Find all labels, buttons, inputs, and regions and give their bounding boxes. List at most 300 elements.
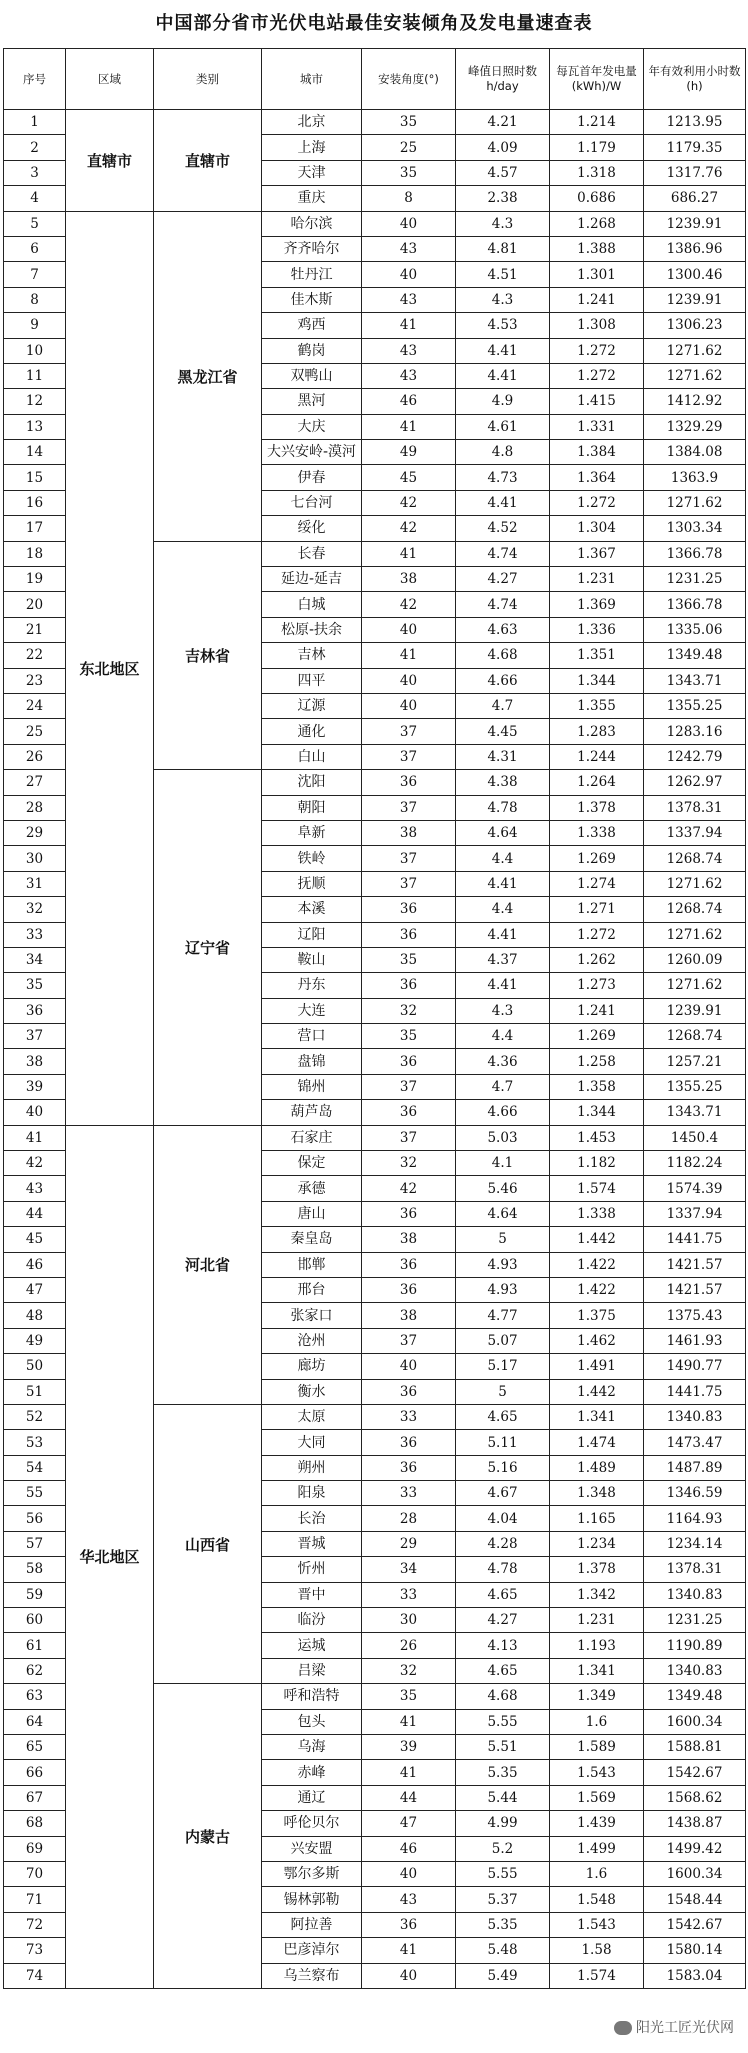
cell-peak-hours: 4.81	[456, 236, 550, 261]
col-header-annual-hours: 年有效利用小时数(h)	[644, 49, 746, 110]
cell-peak-hours: 4.68	[456, 643, 550, 668]
cell-peak-hours: 4.7	[456, 1074, 550, 1099]
cell-angle: 33	[362, 1481, 456, 1506]
cell-peak-hours: 4.41	[456, 490, 550, 515]
cell-angle: 42	[362, 516, 456, 541]
cell-category: 内蒙古	[154, 1684, 262, 1989]
cell-yield: 1.182	[550, 1151, 644, 1176]
cell-annual-hours: 1450.4	[644, 1125, 746, 1150]
cell-index: 63	[4, 1684, 66, 1709]
col-header-index: 序号	[4, 49, 66, 110]
cell-index: 12	[4, 389, 66, 414]
col-header-region: 区域	[66, 49, 154, 110]
cell-city: 铁岭	[262, 846, 362, 871]
cell-peak-hours: 4.3	[456, 287, 550, 312]
cell-annual-hours: 1271.62	[644, 338, 746, 363]
cell-city: 阳泉	[262, 1481, 362, 1506]
cell-peak-hours: 4.28	[456, 1531, 550, 1556]
cell-angle: 45	[362, 465, 456, 490]
cell-yield: 1.271	[550, 897, 644, 922]
cell-annual-hours: 1499.42	[644, 1836, 746, 1861]
cell-angle: 35	[362, 160, 456, 185]
cell-angle: 47	[362, 1811, 456, 1836]
cell-peak-hours: 4.41	[456, 338, 550, 363]
cell-city: 长治	[262, 1506, 362, 1531]
cell-peak-hours: 4.65	[456, 1404, 550, 1429]
cell-yield: 1.378	[550, 1557, 644, 1582]
cell-annual-hours: 1317.76	[644, 160, 746, 185]
cell-angle: 32	[362, 1151, 456, 1176]
cell-index: 31	[4, 871, 66, 896]
cell-angle: 37	[362, 744, 456, 769]
cell-annual-hours: 1182.24	[644, 1151, 746, 1176]
cell-city: 张家口	[262, 1303, 362, 1328]
cell-yield: 1.439	[550, 1811, 644, 1836]
cell-index: 24	[4, 693, 66, 718]
cell-angle: 35	[362, 110, 456, 135]
cell-peak-hours: 4.09	[456, 135, 550, 160]
wechat-icon	[614, 2021, 632, 2035]
cell-index: 71	[4, 1887, 66, 1912]
cell-peak-hours: 4.13	[456, 1633, 550, 1658]
cell-annual-hours: 1441.75	[644, 1379, 746, 1404]
cell-yield: 1.569	[550, 1785, 644, 1810]
cell-city: 运城	[262, 1633, 362, 1658]
cell-city: 延边-延吉	[262, 567, 362, 592]
cell-city: 七台河	[262, 490, 362, 515]
cell-index: 64	[4, 1709, 66, 1734]
cell-index: 21	[4, 617, 66, 642]
cell-peak-hours: 4.61	[456, 414, 550, 439]
cell-index: 61	[4, 1633, 66, 1658]
cell-yield: 1.272	[550, 363, 644, 388]
cell-city: 黑河	[262, 389, 362, 414]
cell-index: 15	[4, 465, 66, 490]
cell-peak-hours: 5.44	[456, 1785, 550, 1810]
cell-peak-hours: 4.7	[456, 693, 550, 718]
cell-index: 34	[4, 947, 66, 972]
cell-region: 华北地区	[66, 1125, 154, 1988]
cell-index: 7	[4, 262, 66, 287]
cell-peak-hours: 4.65	[456, 1658, 550, 1683]
cell-city: 吉林	[262, 643, 362, 668]
cell-peak-hours: 4.74	[456, 592, 550, 617]
cell-annual-hours: 1337.94	[644, 820, 746, 845]
cell-peak-hours: 4.4	[456, 1024, 550, 1049]
cell-annual-hours: 1335.06	[644, 617, 746, 642]
cell-index: 40	[4, 1100, 66, 1125]
cell-city: 葫芦岛	[262, 1100, 362, 1125]
cell-angle: 44	[362, 1785, 456, 1810]
cell-index: 20	[4, 592, 66, 617]
cell-city: 大连	[262, 998, 362, 1023]
cell-index: 56	[4, 1506, 66, 1531]
cell-city: 晋中	[262, 1582, 362, 1607]
cell-index: 65	[4, 1735, 66, 1760]
cell-angle: 26	[362, 1633, 456, 1658]
cell-city: 营口	[262, 1024, 362, 1049]
cell-index: 19	[4, 567, 66, 592]
cell-yield: 1.548	[550, 1887, 644, 1912]
cell-peak-hours: 4.38	[456, 770, 550, 795]
cell-city: 鸡西	[262, 313, 362, 338]
cell-yield: 1.231	[550, 1608, 644, 1633]
cell-city: 通辽	[262, 1785, 362, 1810]
cell-annual-hours: 1179.35	[644, 135, 746, 160]
cell-city: 沧州	[262, 1328, 362, 1353]
cell-angle: 43	[362, 287, 456, 312]
cell-yield: 1.274	[550, 871, 644, 896]
cell-yield: 1.349	[550, 1684, 644, 1709]
cell-index: 33	[4, 922, 66, 947]
cell-city: 巴彦淖尔	[262, 1938, 362, 1963]
cell-city: 通化	[262, 719, 362, 744]
cell-angle: 46	[362, 1836, 456, 1861]
cell-city: 吕梁	[262, 1658, 362, 1683]
cell-yield: 1.574	[550, 1176, 644, 1201]
cell-city: 松原-扶余	[262, 617, 362, 642]
cell-yield: 1.272	[550, 922, 644, 947]
cell-annual-hours: 1190.89	[644, 1633, 746, 1658]
cell-annual-hours: 1421.57	[644, 1252, 746, 1277]
cell-yield: 1.543	[550, 1760, 644, 1785]
cell-annual-hours: 1337.94	[644, 1201, 746, 1226]
cell-city: 唐山	[262, 1201, 362, 1226]
cell-index: 54	[4, 1455, 66, 1480]
cell-index: 26	[4, 744, 66, 769]
cell-index: 25	[4, 719, 66, 744]
cell-yield: 1.318	[550, 160, 644, 185]
cell-annual-hours: 1548.44	[644, 1887, 746, 1912]
cell-annual-hours: 1300.46	[644, 262, 746, 287]
cell-index: 13	[4, 414, 66, 439]
cell-angle: 32	[362, 1658, 456, 1683]
cell-peak-hours: 4.52	[456, 516, 550, 541]
cell-index: 55	[4, 1481, 66, 1506]
cell-peak-hours: 4.41	[456, 922, 550, 947]
cell-city: 保定	[262, 1151, 362, 1176]
cell-yield: 1.264	[550, 770, 644, 795]
cell-yield: 1.358	[550, 1074, 644, 1099]
cell-index: 70	[4, 1861, 66, 1886]
cell-yield: 1.355	[550, 693, 644, 718]
cell-annual-hours: 1461.93	[644, 1328, 746, 1353]
cell-yield: 1.384	[550, 440, 644, 465]
cell-city: 衡水	[262, 1379, 362, 1404]
cell-annual-hours: 1257.21	[644, 1049, 746, 1074]
cell-index: 6	[4, 236, 66, 261]
cell-peak-hours: 5.51	[456, 1735, 550, 1760]
cell-annual-hours: 1600.34	[644, 1709, 746, 1734]
cell-peak-hours: 4.93	[456, 1252, 550, 1277]
cell-region: 东北地区	[66, 211, 154, 1125]
cell-yield: 1.341	[550, 1404, 644, 1429]
cell-angle: 37	[362, 1125, 456, 1150]
cell-city: 上海	[262, 135, 362, 160]
cell-yield: 1.543	[550, 1912, 644, 1937]
cell-yield: 1.214	[550, 110, 644, 135]
cell-peak-hours: 4.45	[456, 719, 550, 744]
cell-angle: 36	[362, 1912, 456, 1937]
table-row	[4, 211, 746, 236]
cell-angle: 43	[362, 363, 456, 388]
cell-index: 39	[4, 1074, 66, 1099]
cell-peak-hours: 4.73	[456, 465, 550, 490]
cell-annual-hours: 1378.31	[644, 795, 746, 820]
cell-peak-hours: 4.4	[456, 846, 550, 871]
cell-angle: 40	[362, 693, 456, 718]
cell-annual-hours: 1271.62	[644, 871, 746, 896]
cell-city: 抚顺	[262, 871, 362, 896]
cell-index: 36	[4, 998, 66, 1023]
cell-yield: 0.686	[550, 186, 644, 211]
cell-peak-hours: 4.27	[456, 567, 550, 592]
cell-peak-hours: 5.46	[456, 1176, 550, 1201]
cell-yield: 1.491	[550, 1354, 644, 1379]
cell-angle: 29	[362, 1531, 456, 1556]
cell-peak-hours: 4.66	[456, 1100, 550, 1125]
cell-peak-hours: 5	[456, 1227, 550, 1252]
cell-angle: 41	[362, 643, 456, 668]
cell-peak-hours: 4.74	[456, 541, 550, 566]
cell-peak-hours: 4.68	[456, 1684, 550, 1709]
cell-angle: 41	[362, 313, 456, 338]
cell-angle: 42	[362, 592, 456, 617]
cell-annual-hours: 1438.87	[644, 1811, 746, 1836]
cell-annual-hours: 1260.09	[644, 947, 746, 972]
cell-angle: 33	[362, 1404, 456, 1429]
cell-index: 18	[4, 541, 66, 566]
cell-annual-hours: 1303.34	[644, 516, 746, 541]
cell-city: 大兴安岭-漠河	[262, 440, 362, 465]
cell-index: 23	[4, 668, 66, 693]
cell-index: 4	[4, 186, 66, 211]
cell-index: 73	[4, 1938, 66, 1963]
cell-yield: 1.462	[550, 1328, 644, 1353]
cell-city: 本溪	[262, 897, 362, 922]
cell-yield: 1.422	[550, 1277, 644, 1302]
cell-angle: 42	[362, 1176, 456, 1201]
cell-peak-hours: 4.9	[456, 389, 550, 414]
cell-index: 29	[4, 820, 66, 845]
cell-angle: 40	[362, 211, 456, 236]
cell-angle: 34	[362, 1557, 456, 1582]
cell-yield: 1.351	[550, 643, 644, 668]
cell-annual-hours: 1375.43	[644, 1303, 746, 1328]
cell-index: 17	[4, 516, 66, 541]
cell-city: 北京	[262, 110, 362, 135]
cell-peak-hours: 4.4	[456, 897, 550, 922]
cell-city: 双鸭山	[262, 363, 362, 388]
cell-city: 朝阳	[262, 795, 362, 820]
cell-city: 朔州	[262, 1455, 362, 1480]
cell-angle: 8	[362, 186, 456, 211]
cell-annual-hours: 1329.29	[644, 414, 746, 439]
cell-city: 呼伦贝尔	[262, 1811, 362, 1836]
cell-angle: 38	[362, 820, 456, 845]
cell-index: 67	[4, 1785, 66, 1810]
cell-annual-hours: 1363.9	[644, 465, 746, 490]
cell-yield: 1.304	[550, 516, 644, 541]
cell-category: 辽宁省	[154, 770, 262, 1125]
cell-yield: 1.589	[550, 1735, 644, 1760]
cell-angle: 40	[362, 262, 456, 287]
cell-yield: 1.262	[550, 947, 644, 972]
cell-angle: 41	[362, 1709, 456, 1734]
cell-angle: 28	[362, 1506, 456, 1531]
cell-peak-hours: 5.35	[456, 1912, 550, 1937]
cell-yield: 1.269	[550, 846, 644, 871]
cell-angle: 36	[362, 1277, 456, 1302]
cell-angle: 37	[362, 846, 456, 871]
cell-angle: 38	[362, 1227, 456, 1252]
table-title: 中国部分省市光伏电站最佳安装倾角及发电量速查表	[155, 13, 593, 34]
col-header-city: 城市	[262, 49, 362, 110]
cell-city: 鄂尔多斯	[262, 1861, 362, 1886]
cell-category: 直辖市	[154, 110, 262, 212]
cell-index: 14	[4, 440, 66, 465]
cell-angle: 37	[362, 1328, 456, 1353]
cell-peak-hours: 5.17	[456, 1354, 550, 1379]
table-row	[4, 110, 746, 135]
cell-peak-hours: 4.37	[456, 947, 550, 972]
cell-peak-hours: 4.64	[456, 820, 550, 845]
cell-yield: 1.453	[550, 1125, 644, 1150]
cell-yield: 1.244	[550, 744, 644, 769]
cell-index: 51	[4, 1379, 66, 1404]
cell-angle: 42	[362, 490, 456, 515]
cell-peak-hours: 4.63	[456, 617, 550, 642]
cell-index: 45	[4, 1227, 66, 1252]
cell-city: 锡林郭勒	[262, 1887, 362, 1912]
cell-yield: 1.283	[550, 719, 644, 744]
cell-yield: 1.269	[550, 1024, 644, 1049]
cell-annual-hours: 1340.83	[644, 1582, 746, 1607]
cell-angle: 36	[362, 1430, 456, 1455]
cell-city: 鞍山	[262, 947, 362, 972]
col-header-category: 类别	[154, 49, 262, 110]
cell-angle: 40	[362, 1963, 456, 1988]
table-body	[4, 110, 746, 1989]
cell-peak-hours: 4.93	[456, 1277, 550, 1302]
cell-city: 忻州	[262, 1557, 362, 1582]
cell-annual-hours: 1164.93	[644, 1506, 746, 1531]
cell-angle: 36	[362, 897, 456, 922]
cell-annual-hours: 1366.78	[644, 592, 746, 617]
cell-angle: 41	[362, 1760, 456, 1785]
cell-peak-hours: 4.3	[456, 998, 550, 1023]
cell-annual-hours: 1580.14	[644, 1938, 746, 1963]
cell-annual-hours: 1378.31	[644, 1557, 746, 1582]
cell-peak-hours: 5	[456, 1379, 550, 1404]
cell-yield: 1.344	[550, 668, 644, 693]
cell-city: 丹东	[262, 973, 362, 998]
cell-angle: 40	[362, 1861, 456, 1886]
cell-yield: 1.241	[550, 287, 644, 312]
cell-index: 49	[4, 1328, 66, 1353]
cell-annual-hours: 1542.67	[644, 1912, 746, 1937]
cell-annual-hours: 1268.74	[644, 1024, 746, 1049]
cell-annual-hours: 1234.14	[644, 1531, 746, 1556]
cell-index: 59	[4, 1582, 66, 1607]
cell-yield: 1.378	[550, 795, 644, 820]
cell-city: 大庆	[262, 414, 362, 439]
cell-annual-hours: 1568.62	[644, 1785, 746, 1810]
cell-peak-hours: 5.48	[456, 1938, 550, 1963]
cell-yield: 1.6	[550, 1861, 644, 1886]
cell-annual-hours: 1268.74	[644, 897, 746, 922]
cell-peak-hours: 4.66	[456, 668, 550, 693]
cell-category: 河北省	[154, 1125, 262, 1404]
cell-index: 53	[4, 1430, 66, 1455]
cell-index: 69	[4, 1836, 66, 1861]
cell-yield: 1.193	[550, 1633, 644, 1658]
cell-angle: 49	[362, 440, 456, 465]
cell-index: 22	[4, 643, 66, 668]
cell-annual-hours: 1343.71	[644, 1100, 746, 1125]
cell-city: 包头	[262, 1709, 362, 1734]
cell-city: 佳木斯	[262, 287, 362, 312]
cell-city: 鹤岗	[262, 338, 362, 363]
cell-category: 黑龙江省	[154, 211, 262, 541]
cell-yield: 1.336	[550, 617, 644, 642]
cell-yield: 1.474	[550, 1430, 644, 1455]
cell-peak-hours: 5.37	[456, 1887, 550, 1912]
watermark	[610, 2015, 738, 2039]
cell-annual-hours: 1349.48	[644, 643, 746, 668]
cell-annual-hours: 1262.97	[644, 770, 746, 795]
cell-yield: 1.179	[550, 135, 644, 160]
cell-annual-hours: 1271.62	[644, 922, 746, 947]
table-row	[4, 1125, 746, 1150]
cell-annual-hours: 1239.91	[644, 998, 746, 1023]
header-row	[4, 49, 746, 110]
cell-annual-hours: 1386.96	[644, 236, 746, 261]
cell-yield: 1.165	[550, 1506, 644, 1531]
cell-yield: 1.415	[550, 389, 644, 414]
cell-annual-hours: 1271.62	[644, 490, 746, 515]
cell-city: 辽源	[262, 693, 362, 718]
cell-index: 68	[4, 1811, 66, 1836]
cell-peak-hours: 4.27	[456, 1608, 550, 1633]
cell-peak-hours: 5.55	[456, 1709, 550, 1734]
cell-angle: 41	[362, 541, 456, 566]
cell-peak-hours: 5.16	[456, 1455, 550, 1480]
cell-city: 哈尔滨	[262, 211, 362, 236]
cell-peak-hours: 4.41	[456, 973, 550, 998]
cell-index: 66	[4, 1760, 66, 1785]
cell-annual-hours: 1340.83	[644, 1404, 746, 1429]
cell-angle: 43	[362, 236, 456, 261]
cell-angle: 35	[362, 947, 456, 972]
cell-yield: 1.241	[550, 998, 644, 1023]
cell-city: 石家庄	[262, 1125, 362, 1150]
cell-peak-hours: 4.8	[456, 440, 550, 465]
cell-city: 天津	[262, 160, 362, 185]
cell-index: 27	[4, 770, 66, 795]
cell-angle: 36	[362, 770, 456, 795]
cell-peak-hours: 4.77	[456, 1303, 550, 1328]
cell-index: 38	[4, 1049, 66, 1074]
cell-angle: 37	[362, 871, 456, 896]
cell-peak-hours: 5.2	[456, 1836, 550, 1861]
cell-yield: 1.489	[550, 1455, 644, 1480]
cell-index: 47	[4, 1277, 66, 1302]
cell-peak-hours: 4.41	[456, 871, 550, 896]
cell-city: 秦皇岛	[262, 1227, 362, 1252]
cell-index: 50	[4, 1354, 66, 1379]
cell-city: 绥化	[262, 516, 362, 541]
